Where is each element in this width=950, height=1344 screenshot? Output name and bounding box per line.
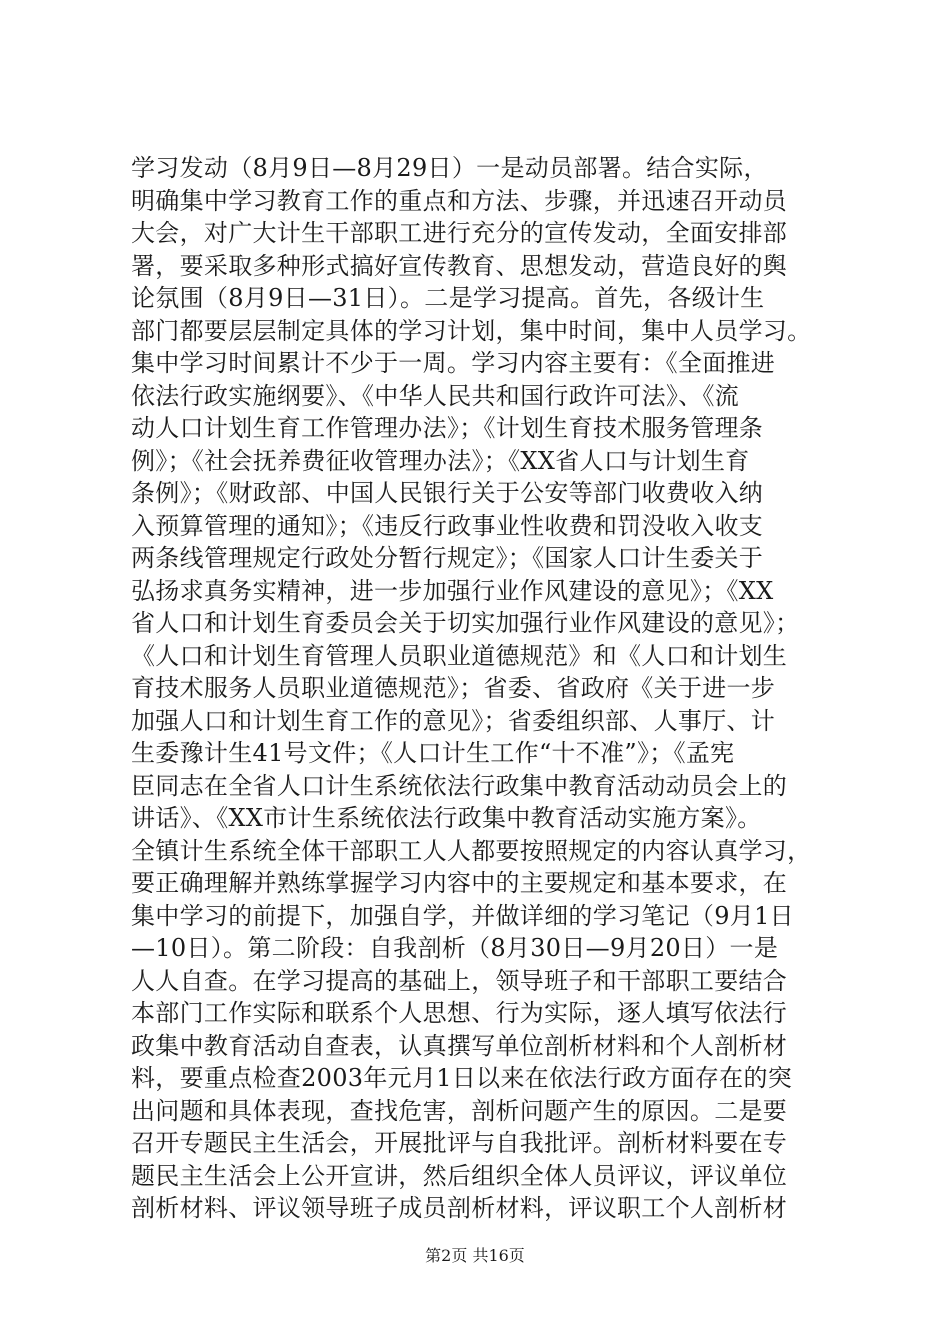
text-line: 题民主生活会上公开宣讲，然后组织全体人员评议，评议单位 — [131, 1161, 788, 1190]
text-line: 讲话》、《XX市计生系统依法行政集中教育活动实施方案》。 — [131, 804, 762, 832]
page-footer: 第2页 共16页 — [425, 1246, 525, 1265]
text-line: 例》；《社会抚养费征收管理办法》；《XX省人口与计划生育 — [131, 446, 750, 475]
text-line: —10日）。第二阶段：自我剖析（8月30日—9月20日）一是 — [131, 934, 779, 962]
text-line: 两条线管理规定行政处分暂行规定》；《国家人口计生委关于 — [131, 544, 764, 572]
text-line: 条例》；《财政部、中国人民银行关于公安等部门收费收入纳 — [131, 479, 764, 507]
text-line: 学习发动（8月9日—8月29日）一是动员部署。结合实际， — [131, 154, 768, 182]
text-line: 论氛围（8月9日—31日）。二是学习提高。首先，各级计生 — [131, 284, 765, 312]
text-line: 出问题和具体表现，查找危害，剖析问题产生的原因。二是要 — [131, 1096, 788, 1125]
text-line: 剖析材料、评议领导班子成员剖析材料，评议职工个人剖析材 — [131, 1194, 788, 1222]
text-line: 加强人口和计划生育工作的意见》；省委组织部、人事厅、计 — [131, 706, 776, 735]
text-line: 本部门工作实际和联系个人思想、行为实际，逐人填写依法行 — [131, 999, 788, 1027]
text-line: 料，要重点检查2003年元月1日以来在依法行政方面存在的突 — [131, 1064, 793, 1092]
text-line: 育技术服务人员职业道德规范》；省委、省政府《关于进一步 — [131, 674, 776, 702]
text-line: 要正确理解并熟练掌握学习内容中的主要规定和基本要求，在 — [131, 869, 788, 897]
text-line: 省人口和计划生育委员会关于切实加强行业作风建设的意见》； — [131, 609, 800, 637]
text-line: 大会，对广大计生干部职工进行充分的宣传发动，全面安排部 — [131, 219, 788, 247]
text-line: 集中学习时间累计不少于一周。学习内容主要有：《全面推进 — [131, 349, 776, 377]
text-line: 集中学习的前提下，加强自学，并做详细的学习笔记（9月1日 — [131, 901, 794, 930]
body-paragraph — [131, 152, 831, 1225]
text-line: 入预算管理的通知》；《违反行政事业性收费和罚没收入收支 — [131, 511, 764, 540]
text-line: 署，要采取多种形式搞好宣传教育、思想发动，营造良好的舆 — [131, 251, 788, 280]
text-line: 部门都要层层制定具体的学习计划，集中时间，集中人员学习。 — [131, 316, 812, 345]
text-line: 臣同志在全省人口计生系统依法行政集中教育活动动员会上的 — [131, 771, 788, 800]
text-line: 人人自查。在学习提高的基础上，领导班子和干部职工要结合 — [131, 966, 788, 995]
text-line: 弘扬求真务实精神，进一步加强行业作风建设的意见》；《XX — [131, 576, 774, 605]
text-line: 动人口计划生育工作管理办法》；《计划生育技术服务管理条 — [131, 414, 764, 442]
text-line: 政集中教育活动自查表，认真撰写单位剖析材料和个人剖析材 — [131, 1031, 788, 1060]
text-line: 《人口和计划生育管理人员职业道德规范》和《人口和计划生 — [131, 641, 788, 670]
text-line: 依法行政实施纲要》、《中华人民共和国行政许可法》、《流 — [131, 381, 740, 410]
text-line: 全镇计生系统全体干部职工人人都要按照规定的内容认真学习， — [131, 836, 812, 865]
text-line: 召开专题民主生活会，开展批评与自我批评。剖析材料要在专 — [131, 1129, 788, 1157]
text-line: 生委豫计生41号文件；《人口计生工作“十不准”》；《孟宪 — [131, 739, 735, 767]
text-line: 明确集中学习教育工作的重点和方法、步骤，并迅速召开动员 — [131, 186, 788, 215]
